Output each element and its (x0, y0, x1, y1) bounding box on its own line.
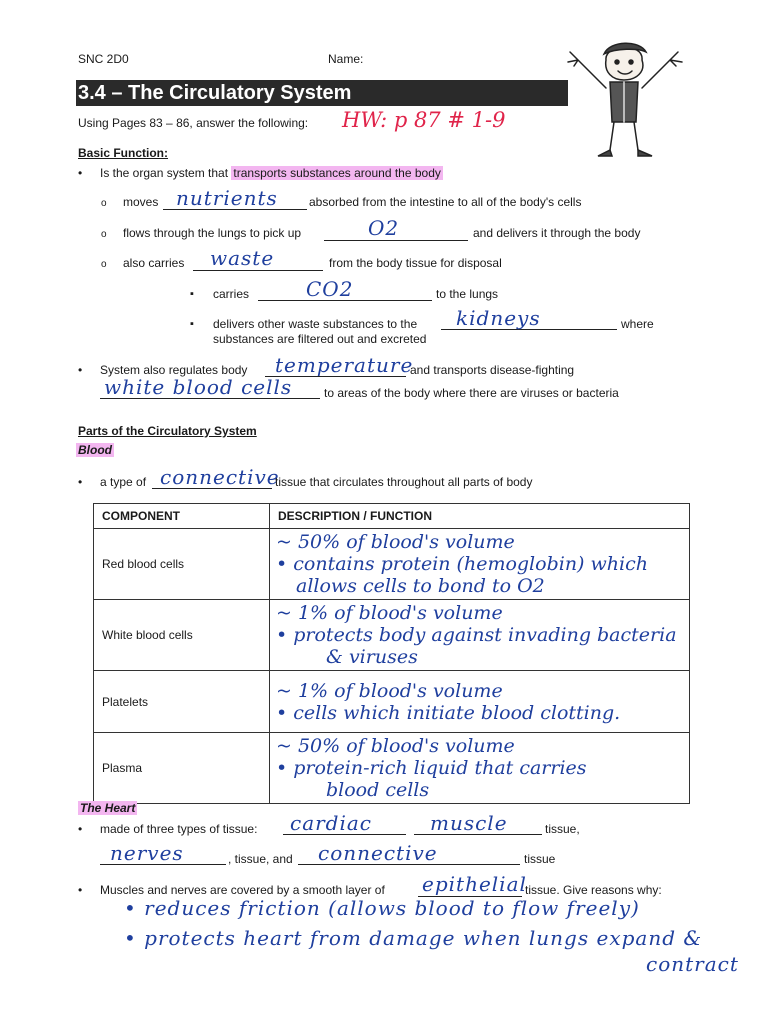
cartoon-character-illustration (566, 38, 684, 164)
description-line: ~ 1% of blood's volume (276, 679, 503, 702)
description-line: blood cells (326, 779, 430, 801)
carries-text: to the lungs (436, 287, 499, 301)
basic-function-heading: Basic Function: (78, 146, 169, 160)
square-bullet (190, 286, 194, 300)
table-row (94, 733, 690, 804)
component-description (270, 671, 690, 733)
delivers-line2: substances are filtered out and excreted (213, 332, 427, 346)
page-title: 3.4 – The Circulatory System (76, 80, 568, 106)
component-description (270, 733, 690, 804)
type-text: tissue that circulates throughout all parts of body (275, 475, 533, 489)
muscles-label: Muscles and nerves are covered by a smooth layer of (100, 883, 385, 897)
description-line: ~ 50% of blood's volume (276, 531, 515, 553)
carries-label: carries (213, 287, 250, 301)
column-header: DESCRIPTION / FUNCTION (270, 504, 690, 529)
reason-2-continued: contract (646, 952, 739, 976)
bullet (78, 883, 82, 897)
description-line: • protects body against invading bacteria (276, 624, 677, 646)
reason-1: • reduces friction (allows blood to flow freely) (124, 896, 640, 920)
square-bullet (190, 316, 194, 330)
moves-text: absorbed from the intestine to all of the body's cells (309, 195, 582, 209)
sub-bullet (101, 226, 107, 240)
tissue-and: , tissue, and (228, 852, 293, 866)
basic-intro (100, 166, 443, 180)
description-line: ~ 50% of blood's volume (276, 735, 515, 757)
type-label: a type of (100, 475, 147, 489)
intro-text: Is the organ system that (100, 166, 232, 180)
answer-co2: CO2 (306, 277, 354, 301)
made-label: made of three types of tissue: (100, 822, 258, 836)
answer-temperature: temperature (275, 353, 414, 377)
answer-epithelial: epithelial (422, 872, 527, 896)
blood-heading-text: Blood (78, 443, 112, 457)
answer-waste: waste (210, 246, 275, 270)
instructions: Using Pages 83 – 86, answer the following: (78, 116, 309, 130)
sub-bullet (101, 195, 107, 209)
column-header: COMPONENT (94, 504, 270, 529)
reason-2: • protects heart from damage when lungs expand & (124, 926, 703, 950)
course-code: SNC 2D0 (78, 52, 129, 66)
flows-text: and delivers it through the body (473, 226, 641, 240)
answer-connective-2: connective (318, 841, 438, 865)
answer-cardiac: cardiac (290, 811, 373, 835)
homework-note: HW: p 87 # 1-9 (342, 108, 506, 132)
name-label: Name: (328, 52, 364, 66)
wbc-text: to areas of the body where there are viruses or bacteria (324, 386, 619, 400)
bullet (78, 475, 82, 489)
answer-muscle: muscle (430, 811, 508, 835)
tissue-end: tissue (524, 852, 556, 866)
sub-bullet (101, 256, 107, 270)
heart-heading-text: The Heart (80, 801, 136, 815)
flows-label: flows through the lungs to pick up (123, 226, 302, 240)
components-table (93, 503, 690, 804)
bullet (78, 166, 82, 180)
description-line: ~ 1% of blood's volume (276, 602, 503, 624)
table-row (94, 529, 690, 600)
component-name: Plasma (94, 733, 270, 804)
intro-highlight: transports substances around the body (233, 166, 441, 180)
muscles-text: tissue. Give reasons why: (525, 883, 662, 897)
system-label: System also regulates body (100, 363, 248, 377)
answer-kidneys: kidneys (456, 306, 541, 330)
component-description (270, 529, 690, 600)
delivers-label: delivers other waste substances to the (213, 317, 418, 331)
description-line: • cells which initiate blood clotting. (276, 701, 621, 724)
component-name: Platelets (94, 671, 270, 733)
table-row (94, 600, 690, 671)
description-line: • contains protein (hemoglobin) which (276, 553, 648, 575)
answer-nutrients: nutrients (176, 186, 278, 210)
answer-o2: O2 (368, 216, 400, 240)
system-text: and transports disease-fighting (410, 363, 575, 377)
answer-line (324, 240, 468, 241)
description-line: • protein-rich liquid that carries (276, 757, 587, 779)
waste-label: also carries (123, 256, 185, 270)
blood-heading (76, 443, 114, 457)
waste-text: from the body tissue for disposal (329, 256, 502, 270)
component-name: Red blood cells (94, 529, 270, 600)
parts-heading: Parts of the Circulatory System (78, 424, 257, 438)
description-line: & viruses (326, 646, 418, 668)
made-tissue: tissue, (545, 822, 580, 836)
answer-white-blood-cells: white blood cells (104, 375, 293, 399)
answer-nerves: nerves (110, 841, 184, 865)
bullet (78, 822, 82, 836)
bullet (78, 363, 82, 377)
component-description (270, 600, 690, 671)
answer-line (193, 270, 323, 271)
table-header-row (94, 504, 690, 529)
answer-connective: connective (160, 465, 280, 489)
heart-heading (78, 801, 137, 815)
delivers-where: where (621, 317, 654, 331)
moves-label: moves (123, 195, 159, 209)
component-name: White blood cells (94, 600, 270, 671)
description-line: allows cells to bond to O2 (296, 575, 545, 597)
table-row (94, 671, 690, 733)
